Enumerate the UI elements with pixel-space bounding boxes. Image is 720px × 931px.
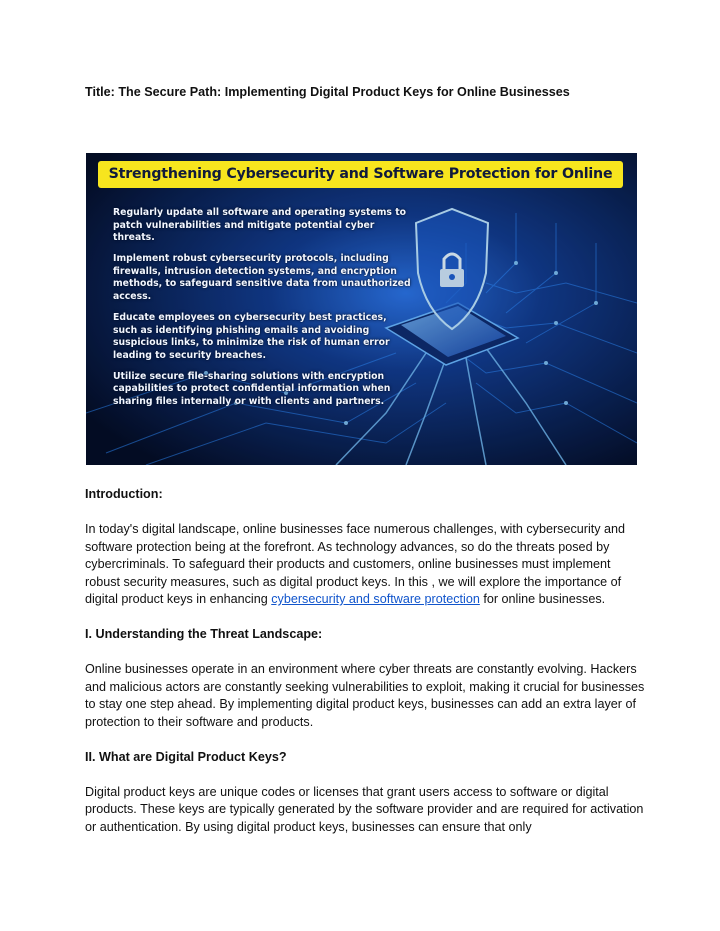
hero-banner-title: Strengthening Cybersecurity and Software Protection for Online: [98, 161, 623, 188]
hero-image: [86, 153, 637, 465]
product-keys-paragraph: Digital product keys are unique codes or licenses that grant users access to software or digital products. These keys are typically generated by the software provider and are required for activation or authentication. By using digital product keys, businesses can ensure that only: [85, 784, 644, 834]
hero-bullet: Implement robust cybersecurity protocols, including firewalls, intrusion detection systems, and encryption methods, to safeguard sensitive data from unauthorized access.: [113, 253, 411, 302]
intro-heading: Introduction:: [85, 487, 163, 501]
cybersecurity-link[interactable]: cybersecurity and software protection: [271, 592, 480, 606]
hero-bullet-list: [113, 207, 413, 417]
hero-bullet: Educate employees on cybersecurity best practices, such as identifying phishing emails and avoiding suspicious links, to minimize the risk of human error leading to security breaches.: [113, 311, 390, 361]
product-keys-heading: II. What are Digital Product Keys?: [85, 749, 287, 764]
intro-text: In today's digital landscape, online businesses face numerous challenges, with cybersecurity and software protection being at the forefront. As technology advances, so do the threats posed by cybercriminals. To safeguard their products and customers, online businesses must implement robust security measures, such as digital product keys. In this , we will explore the importance of digital product keys in enhancing: [85, 522, 626, 606]
hero-bullet: Regularly update all software and operating systems to patch vulnerabilities and mitigate potential cyber threats.: [113, 207, 407, 244]
intro-paragraph: [85, 521, 645, 609]
page-title: Title: The Secure Path: Implementing Digital Product Keys for Online Businesses: [85, 85, 570, 99]
threat-heading: I. Understanding the Threat Landscape:: [85, 627, 323, 641]
article-body: [85, 486, 645, 836]
intro-text-end: for online businesses.: [479, 592, 606, 606]
hero-bullet: Utilize secure file-sharing solutions with encryption capabilities to protect confidential information when sharing files internally or with clients and partners.: [113, 370, 391, 407]
threat-paragraph: Online businesses operate in an environment where cyber threats are constantly evolving. Hackers and malicious actors are constantly seeking vulnerabilities to exploit, making it crucial for businesses to stay one step ahead. By implementing digital product keys, businesses can add an extra layer of protection to their software and products.: [85, 662, 645, 729]
